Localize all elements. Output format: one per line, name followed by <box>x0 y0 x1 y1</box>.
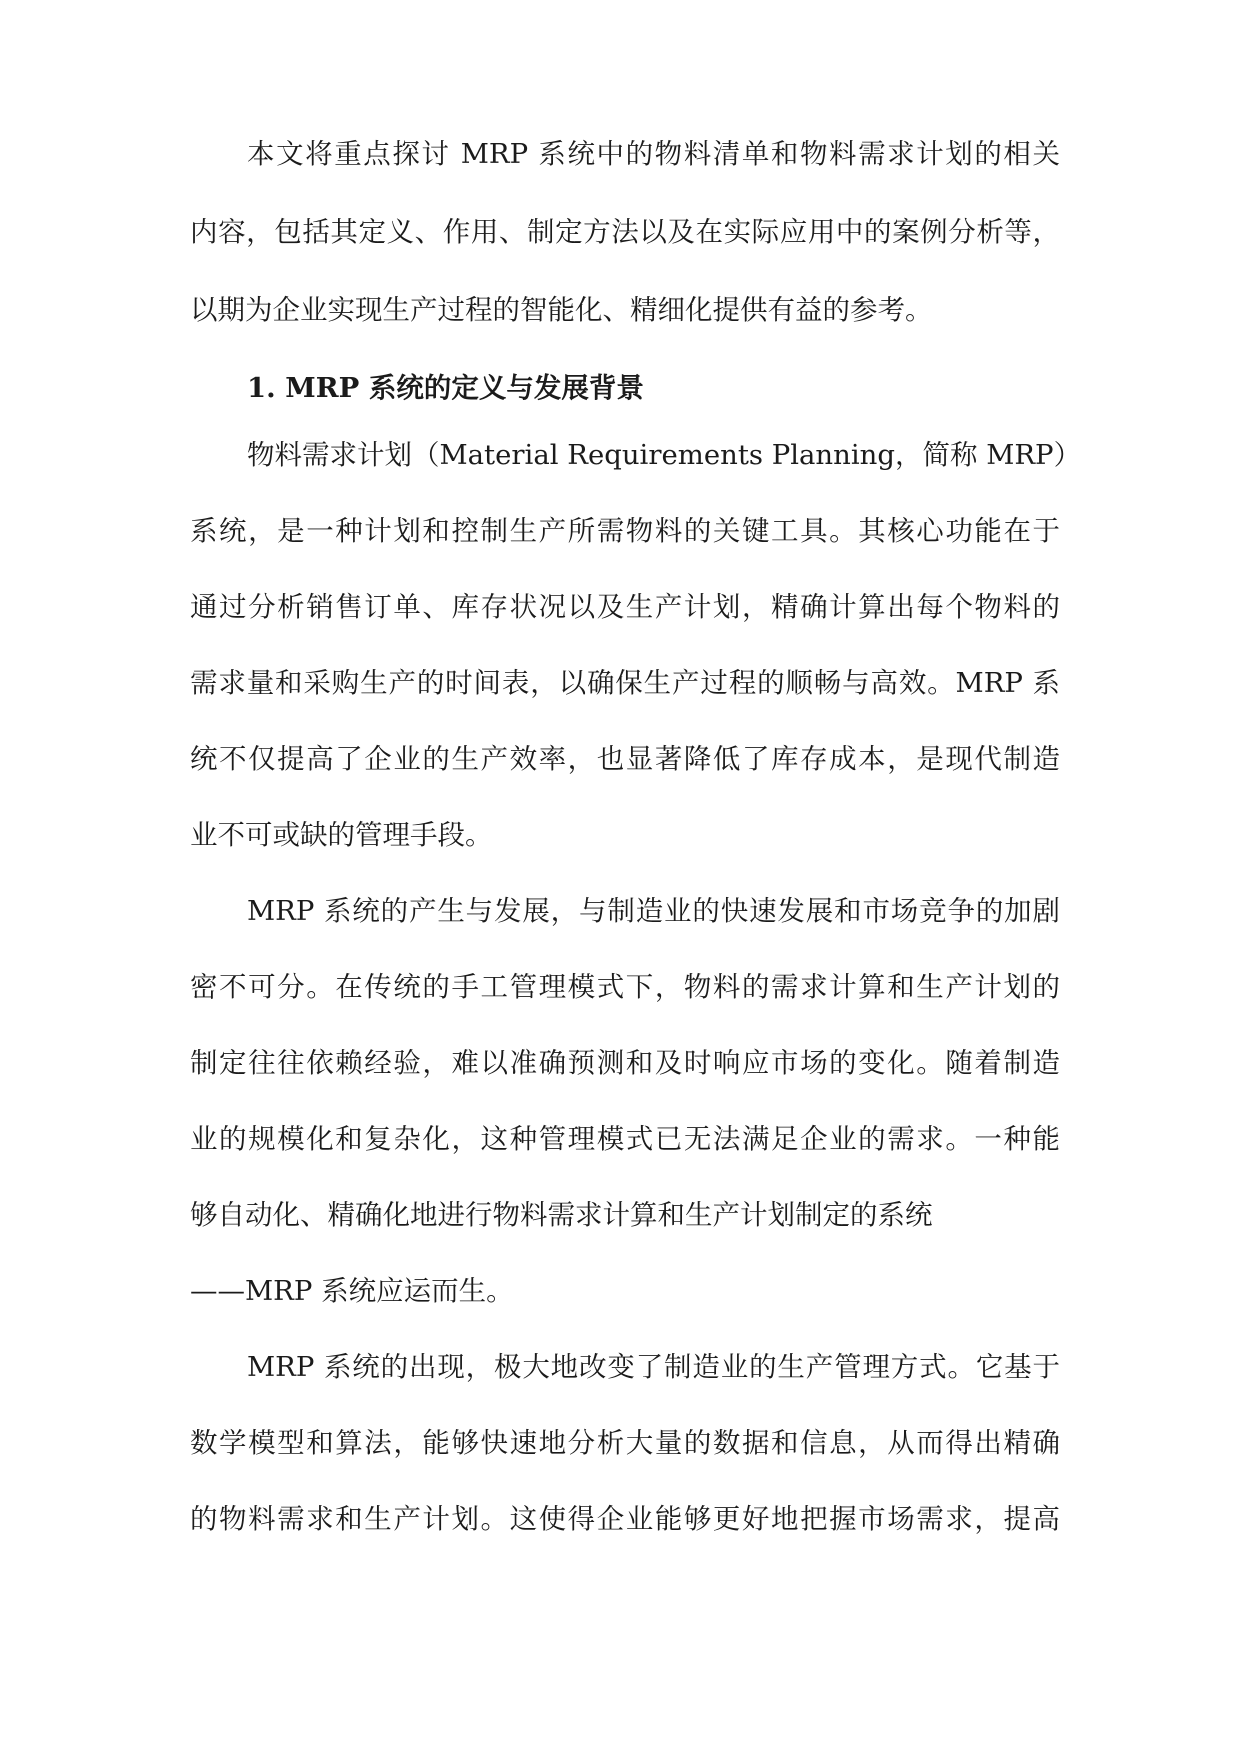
text-line: 业不可或缺的管理手段。 <box>190 819 493 851</box>
text-line: ——MRP 系统应运而生。 <box>190 1275 514 1307</box>
text-line: 系统，是一种计划和控制生产所需物料的关键工具。其核心功能在于 <box>190 515 1060 547</box>
text-line: 制定往往依赖经验，难以准确预测和及时响应市场的变化。随着制造 <box>190 1047 1060 1079</box>
text-line: 业的规模化和复杂化，这种管理模式已无法满足企业的需求。一种能 <box>190 1123 1060 1155</box>
text-line: 通过分析销售订单、库存状况以及生产计划，精确计算出每个物料的 <box>190 591 1060 623</box>
section-heading: 1. MRP 系统的定义与发展背景 <box>247 372 644 404</box>
text-line: 内容，包括其定义、作用、制定方法以及在实际应用中的案例分析等， <box>190 216 1060 248</box>
text-line: 的物料需求和生产计划。这使得企业能够更好地把握市场需求，提高 <box>190 1503 1060 1535</box>
text-line: 数学模型和算法，能够快速地分析大量的数据和信息，从而得出精确 <box>190 1427 1060 1459</box>
text-line: 密不可分。在传统的手工管理模式下，物料的需求计算和生产计划的 <box>190 971 1060 1003</box>
text-line: 需求量和采购生产的时间表，以确保生产过程的顺畅与高效。MRP 系 <box>190 667 1060 699</box>
text-line: 物料需求计划（Material Requirements Planning，简称 MRP） <box>247 439 1082 471</box>
text-line: MRP 系统的出现，极大地改变了制造业的生产管理方式。它基于 <box>247 1351 1060 1383</box>
text-line: 够自动化、精确化地进行物料需求计算和生产计划制定的系统 <box>190 1199 933 1231</box>
text-line: MRP 系统的产生与发展，与制造业的快速发展和市场竞争的加剧 <box>247 895 1060 927</box>
text-line: 统不仅提高了企业的生产效率，也显著降低了库存成本，是现代制造 <box>190 743 1060 775</box>
text-line: 本文将重点探讨 MRP 系统中的物料清单和物料需求计划的相关 <box>247 138 1060 170</box>
text-line: 以期为企业实现生产过程的智能化、精细化提供有益的参考。 <box>190 294 933 326</box>
